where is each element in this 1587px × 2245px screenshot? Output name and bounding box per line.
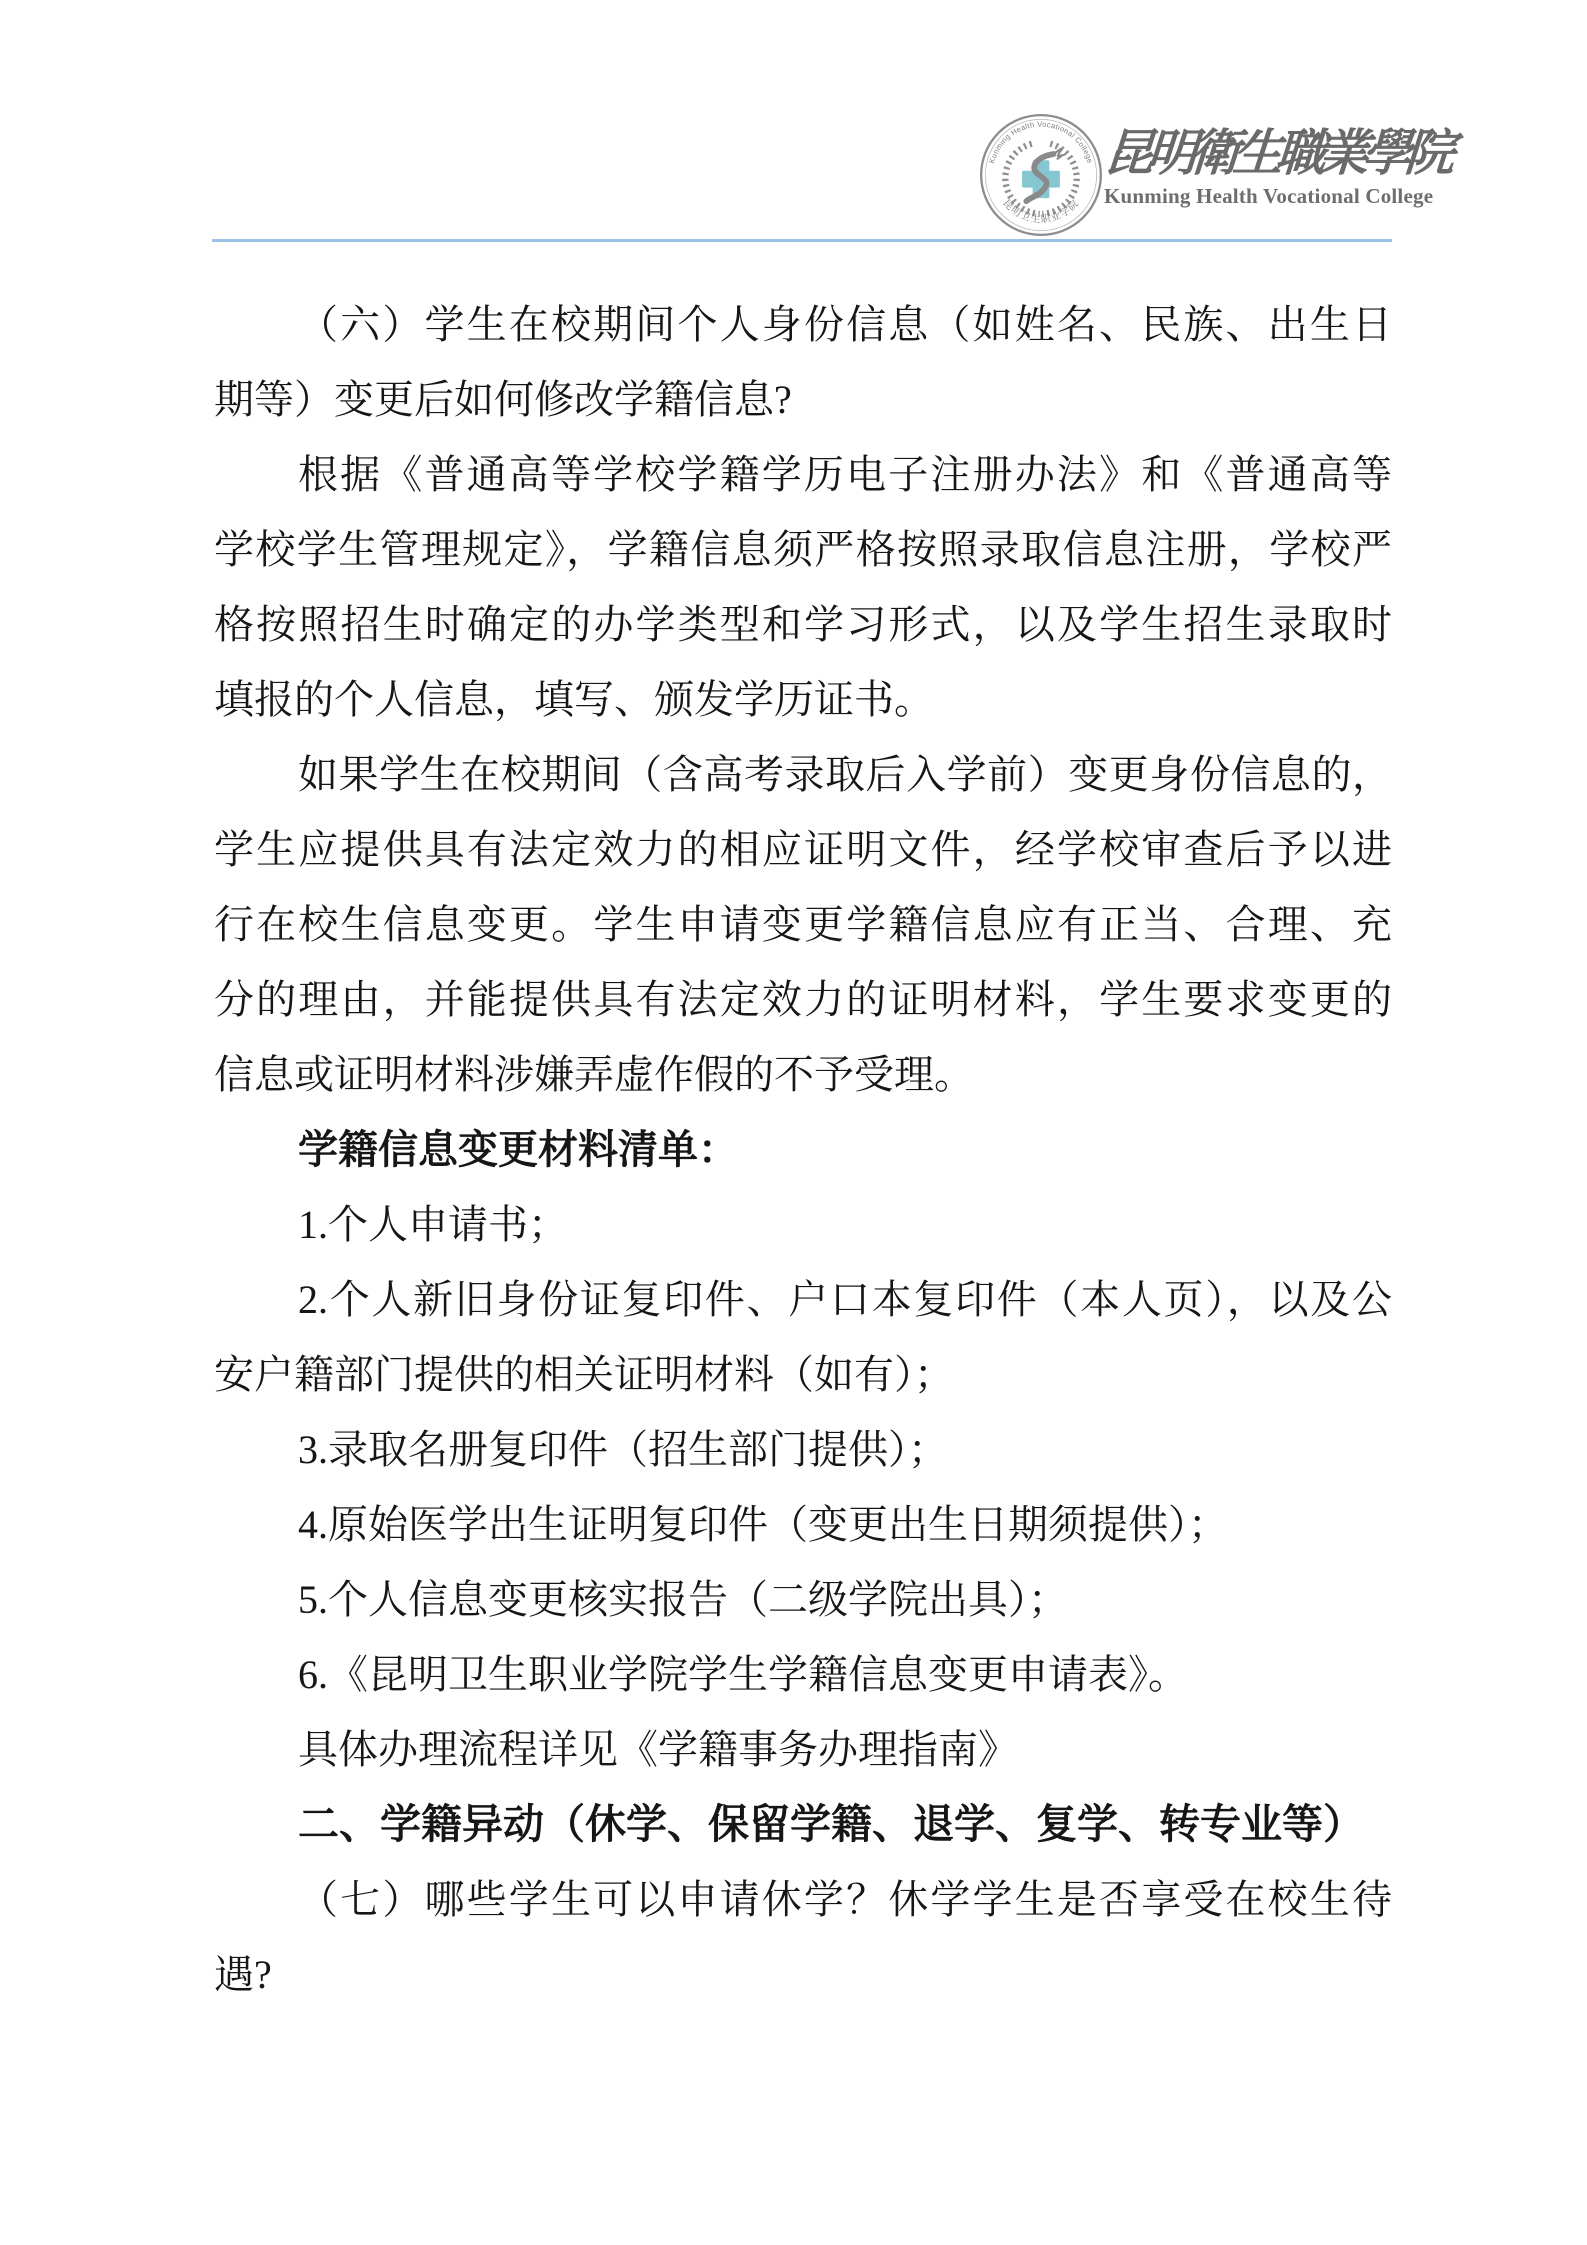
- text-line: 期等）变更后如何修改学籍信息?: [214, 377, 792, 422]
- paragraph: [214, 437, 1392, 737]
- text-line: 二、学籍异动（休学、保留学籍、退学、复学、转专业等）: [298, 1801, 1364, 1847]
- text-line: 6.《昆明卫生职业学院学生学籍信息变更申请表》。: [298, 1652, 1188, 1697]
- paragraph: [214, 1262, 1392, 1412]
- paragraph: [214, 1712, 1392, 1787]
- paragraph: [214, 737, 1392, 1112]
- text-line: 5.个人信息变更核实报告（二级学院出具）；: [298, 1577, 1068, 1622]
- paragraph: [214, 1412, 1392, 1487]
- text-line: 信息或证明材料涉嫌弄虚作假的不予受理。: [214, 1052, 974, 1097]
- text-line: 具体办理流程详见《学籍事务办理指南》: [298, 1727, 1018, 1772]
- college-name-calligraphy: 昆明衛生職業學院: [1102, 125, 1450, 181]
- seal-top-text: Kunming Health Vocational College: [987, 119, 1095, 165]
- text-line: 填报的个人信息，填写、颁发学历证书。: [214, 677, 934, 722]
- college-seal-svg: [978, 112, 1104, 238]
- text-line: 如果学生在校期间（含高考录取后入学前）变更身份信息的，: [298, 752, 1392, 797]
- text-line: 学校学生管理规定》，学籍信息须严格按照录取信息注册，学校严: [214, 527, 1392, 572]
- paragraph: [214, 1637, 1392, 1712]
- text-line: 行在校生信息变更。学生申请变更学籍信息应有正当、合理、充: [214, 902, 1392, 947]
- paragraph: [214, 1187, 1392, 1262]
- text-line: 学生应提供具有法定效力的相应证明文件，经学校审查后予以进: [214, 827, 1392, 872]
- text-line: 根据《普通高等学校学籍学历电子注册办法》和《普通高等: [298, 452, 1392, 497]
- text-line: 安户籍部门提供的相关证明材料（如有）；: [214, 1352, 954, 1397]
- paragraph: [214, 287, 1392, 437]
- document-body: [214, 287, 1392, 2012]
- text-line: 学籍信息变更材料清单：: [298, 1127, 738, 1172]
- list-heading: [214, 1112, 1392, 1187]
- text-line: 3.录取名册复印件（招生部门提供）；: [298, 1427, 948, 1472]
- text-line: （七）哪些学生可以申请休学？休学学生是否享受在校生待: [298, 1877, 1392, 1922]
- header-divider: [212, 239, 1392, 242]
- section-heading: [214, 1787, 1392, 1862]
- college-name-english: Kunming Health Vocational College: [1104, 184, 1434, 208]
- text-line: （六）学生在校期间个人身份信息（如姓名、民族、出生日: [298, 302, 1392, 347]
- page-header: [0, 0, 1587, 250]
- paragraph: [214, 1562, 1392, 1637]
- text-line: 4.原始医学出生证明复印件（变更出生日期须提供）；: [298, 1502, 1228, 1547]
- text-line: 1.个人申请书；: [298, 1202, 568, 1247]
- text-line: 2.个人新旧身份证复印件、户口本复印件（本人页），以及公: [298, 1277, 1392, 1322]
- seal-bottom-text: 昆明卫生职业学院: [1000, 197, 1082, 226]
- paragraph: [214, 1862, 1392, 2012]
- text-line: 遇?: [214, 1952, 272, 1997]
- text-line: 分的理由，并能提供具有法定效力的证明材料，学生要求变更的: [214, 977, 1392, 1022]
- text-line: 格按照招生时确定的办学类型和学习形式，以及学生招生录取时: [214, 602, 1392, 647]
- paragraph: [214, 1487, 1392, 1562]
- college-seal-icon: [978, 112, 1104, 238]
